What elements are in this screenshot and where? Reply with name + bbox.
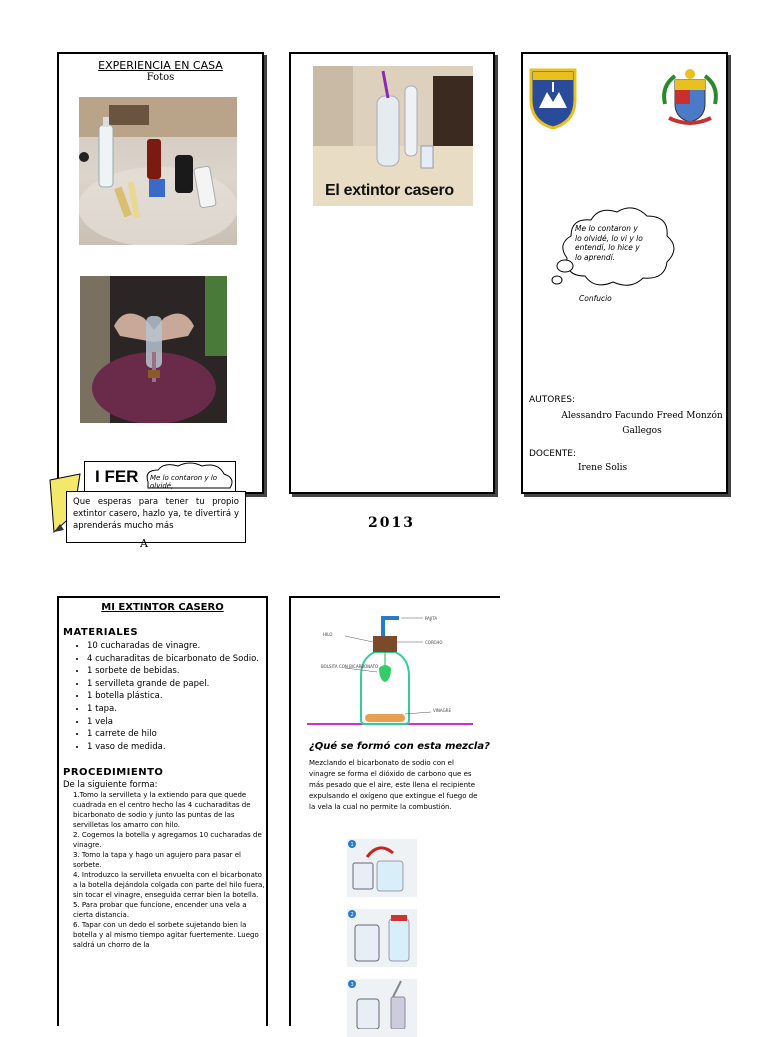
regional-coat-of-arms-icon bbox=[661, 66, 719, 128]
list-item: 6. Tapar con un dedo el sorbete sujetando bien la botella y al mismo tiempo agitar fuertemente. Luego saldrá un chorro de la bbox=[73, 921, 259, 950]
materials-list bbox=[59, 640, 266, 753]
list-item: • 1 tapa. bbox=[87, 703, 266, 716]
list-item: 1.Tomo la servilleta y la extiendo para que quede cuadrada en el centro hecho las 4 cucharaditas de bicarbonato de sodio y junto las puntas de las servilletas los amarro con hilo. bbox=[73, 791, 251, 830]
photo-materials-on-table bbox=[79, 97, 237, 245]
step-number: 2 bbox=[350, 912, 354, 918]
answer-text: Mezclando el bicarbonato de sodio con el vinagre se forma el dióxido de carbono que es más pesado que el aire, este llena el recipiente expulsando el oxígeno que extingue el fuego de la vela la cual no permite la combustión. bbox=[309, 759, 478, 811]
list-item: 2. Cogemos la botella y agregamos 10 cucharadas de vinagre. bbox=[73, 831, 262, 850]
year-label: 2013 bbox=[368, 515, 415, 531]
panel-instructions bbox=[57, 596, 268, 1026]
panel-credits bbox=[521, 52, 728, 494]
small-quote: Me lo contaron y lo olvidé, bbox=[150, 474, 218, 490]
panel-title: EXPERIENCIA EN CASA bbox=[98, 59, 223, 72]
diagram-label-cork: CORCHO bbox=[425, 640, 443, 645]
list-item: 4. Introduzco la servilleta envuelta con el bicarbonato a la botella dejándola colgada con parte del hilo fuera, sin tocar el vinagre, enseguida cerrar bien la botella. bbox=[73, 871, 265, 900]
diagram-label-vinegar: VINAGRE bbox=[433, 708, 451, 713]
step-number: 1 bbox=[350, 842, 354, 848]
instructions-title: MI EXTINTOR CASERO bbox=[101, 602, 224, 613]
materials-heading: MATERIALES bbox=[63, 627, 139, 638]
photo-caption: El extintor casero bbox=[325, 182, 454, 199]
photo-homemade-extinguisher bbox=[313, 66, 473, 206]
panel-subtitle: Fotos bbox=[146, 72, 175, 83]
list-item: 5. Para probar que funcione, encender una vela a cierta distancia. bbox=[73, 901, 247, 920]
diagram-label-straw: PAJITA bbox=[425, 616, 438, 621]
feria-text: I FER bbox=[95, 467, 139, 486]
procedure-lead: De la siguiente forma: bbox=[63, 780, 158, 791]
quote-author: Confucio bbox=[579, 294, 612, 303]
panel-home-experience bbox=[57, 52, 264, 494]
question-heading: ¿Qué se formó con esta mezcla? bbox=[309, 741, 490, 752]
panel-extinguisher-cover bbox=[289, 52, 495, 494]
list-item: 3. Tomo la tapa y hago un agujero para pasar el sorbete. bbox=[73, 851, 241, 870]
authors-names: Alessandro Facundo Freed Monzón Gallegos bbox=[561, 411, 723, 436]
list-item: • 1 sorbete de bebidas. bbox=[87, 665, 266, 678]
diagram-label-bag: BOLSITA CON BICARBONATO bbox=[321, 664, 379, 669]
panel-explanation bbox=[289, 596, 500, 1026]
list-item: • 10 cucharadas de vinagre. bbox=[87, 640, 266, 653]
promo-text: Que esperas para tener tu propio extintor casero, hazlo ya, te divertirá y aprenderás mucho más bbox=[66, 491, 246, 543]
step-number: 3 bbox=[350, 982, 354, 988]
list-item: • 4 cucharaditas de bicarbonato de Sodio. bbox=[87, 653, 266, 666]
procedure-steps bbox=[59, 790, 266, 950]
step-illustration-2 bbox=[347, 909, 417, 967]
diagram-label-thread: HILO bbox=[323, 632, 333, 637]
stray-letter: A bbox=[140, 537, 148, 550]
list-item: • 1 vela bbox=[87, 716, 266, 729]
authors-label: AUTORES: bbox=[529, 395, 576, 405]
photo-hands-assembling bbox=[80, 276, 227, 423]
list-item: • 1 servilleta grande de papel. bbox=[87, 678, 266, 691]
procedure-heading: PROCEDIMIENTO bbox=[63, 767, 164, 779]
teacher-label: DOCENTE: bbox=[529, 449, 576, 459]
list-item: • 1 vaso de medida. bbox=[87, 741, 266, 754]
step-illustration-1 bbox=[347, 839, 417, 897]
teacher-name: Irene Solis bbox=[578, 463, 628, 473]
step-illustration-3 bbox=[347, 979, 417, 1037]
list-item: • 1 botella plástica. bbox=[87, 690, 266, 703]
list-item: • 1 carrete de hilo bbox=[87, 728, 266, 741]
bottle-diagram bbox=[305, 602, 475, 732]
confucius-quote: Me lo contaron y lo olvidé, lo vi y lo entendí, lo hice y lo aprendí. bbox=[575, 224, 643, 262]
school-crest-icon bbox=[529, 68, 577, 130]
